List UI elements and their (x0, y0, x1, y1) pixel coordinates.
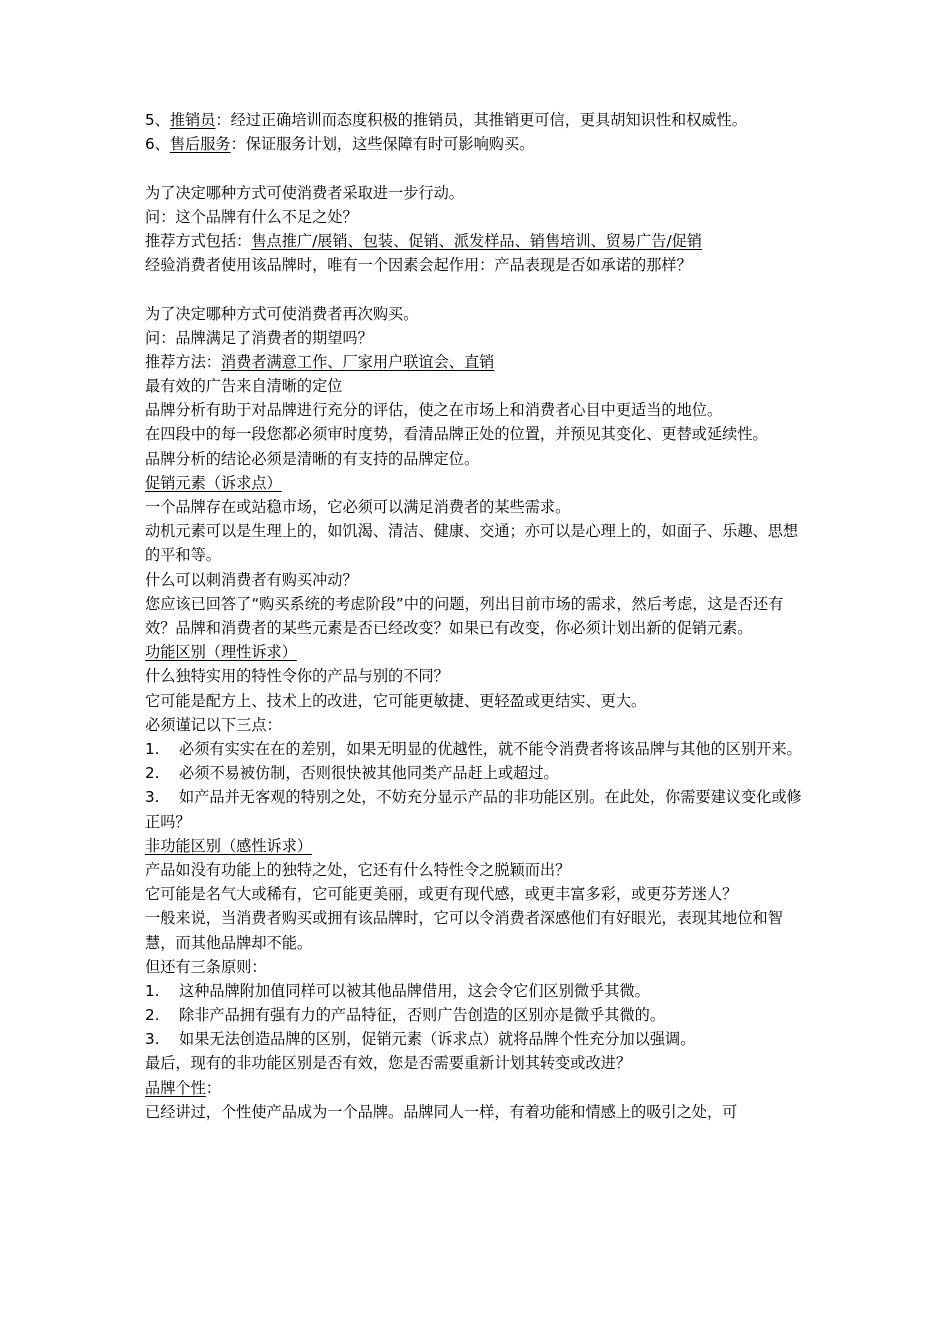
persona-paragraph: 已经讲过，个性使产品成为一个品牌。品牌同人一样，有着功能和情感上的吸引之处，可 (145, 1102, 738, 1121)
section-heading: 促销元素（诉求点） (145, 473, 282, 492)
positioning-paragraph: 在四段中的每一段您都必须审时度势，看清品牌正处的位置，并预见其变化、更替或延续性。 (145, 425, 768, 444)
positioning-paragraph: 品牌分析有助于对品牌进行充分的评估，使之在市场上和消费者心目中更适当的地位。 (145, 401, 723, 420)
promo-paragraph: 一个品牌存在或站稳市场，它必须可以满足消费者的某些需求。 (145, 498, 571, 517)
list-number: 2. (145, 1006, 160, 1025)
promo-paragraph: 您应该已回答了“购买系统的考虑阶段”中的问题，列出目前市场的需求，然后考虑，这是否还有效？品牌和消费者的某些元素是否已经改变？如果已有改变，你必须计划出新的促销元素。 (145, 594, 784, 637)
item-number: 6、 (145, 135, 170, 154)
persona-heading (145, 1076, 812, 1100)
paragraph-text: ：经过正确培训而态度积极的推销员，其推销更可信，更具胡知识性和权威性。 (215, 111, 747, 129)
list-item (145, 1027, 812, 1051)
list-text: 这种品牌附加值同样可以被其他品牌借用，这会令它们区别微乎其微。 (179, 981, 650, 1000)
recommend-items: 售点推广/展销、包装、促销、派发样品、销售培训、贸易广告/促销 (251, 231, 702, 250)
section-further-action-note: 经验消费者使用该品牌时，唯有一个因素会起作用：产品表现是否如承诺的那样？ (145, 256, 692, 275)
list-text: 如产品并无客观的特别之处，不妨充分显示产品的非功能区别。在此处，你需要建议变化或修正吗？ (145, 788, 802, 831)
paragraph-text: ：保证服务计划，这些保障有时可影响购买。 (230, 135, 535, 154)
list-text: 必须有实实在在的差别，如果无明显的优越性，就不能令消费者将该品牌与其他的区别开来。 (179, 739, 802, 758)
list-number: 2. (145, 764, 160, 783)
section-heading: 功能区别（理性诉求） (145, 643, 297, 662)
paragraph-after-sales (145, 132, 812, 156)
nonfunctional-paragraph: 它可能是名气大或稀有，它可能更美丽，或更有现代感，或更丰富多彩，或更芬芳迷人？ (145, 885, 738, 904)
term-after-sales: 售后服务 (169, 135, 231, 154)
positioning-paragraph: 品牌分析的结论必须是清晰的有支持的品牌定位。 (145, 449, 480, 468)
document-page (145, 108, 812, 1124)
nonfunctional-paragraph: 一般来说，当消费者购买或拥有该品牌时，它可以令消费者深感他们有好眼光，表现其地位和智慧，而其他品牌却不能。 (145, 909, 783, 952)
section-repurchase-recommend (145, 350, 812, 374)
paragraph-salesperson (145, 108, 812, 132)
list-text: 如果无法创造品牌的区别，促销元素（诉求点）就将品牌个性充分加以强调。 (179, 1030, 696, 1049)
section-further-action-intro: 为了决定哪种方式可使消费者采取进一步行动。 (145, 183, 464, 202)
blank-line (145, 156, 812, 180)
term-salesperson: 推销员 (169, 111, 216, 129)
nonfunctional-paragraph: 但还有三条原则： (145, 957, 267, 976)
recommend-label: 推荐方法： (145, 352, 221, 371)
recommend-label: 推荐方式包括： (145, 231, 252, 250)
list-number: 3. (145, 1030, 160, 1049)
functional-paragraph: 必须谨记以下三点： (145, 715, 282, 734)
positioning-title: 最有效的广告来自清晰的定位 (145, 377, 343, 396)
promo-paragraph: 什么可以刺消费者有购买冲动？ (145, 570, 358, 589)
section-further-action-question: 问：这个品牌有什么不足之处？ (145, 207, 358, 226)
list-text: 必须不易被仿制，否则很快被其他同类产品赶上或超过。 (179, 764, 559, 783)
list-number: 1. (145, 739, 160, 758)
list-item (145, 979, 812, 1003)
list-item (145, 737, 812, 761)
section-repurchase-intro: 为了决定哪种方式可使消费者再次购买。 (145, 304, 419, 323)
list-item (145, 785, 812, 833)
section-further-action-recommend (145, 229, 812, 253)
functional-paragraph: 什么独特实用的特性令你的产品与别的不同？ (145, 667, 449, 686)
recommend-items: 消费者满意工作、厂家用户联谊会、直销 (220, 352, 495, 371)
functional-heading (145, 640, 812, 664)
nonfunctional-paragraph: 最后，现有的非功能区别是否有效，您是否需要重新计划其转变或改进？ (145, 1054, 631, 1073)
list-item (145, 1003, 812, 1027)
list-item (145, 761, 812, 785)
section-heading: 非功能区别（感性诉求） (145, 836, 313, 855)
item-number: 5、 (145, 111, 170, 129)
heading-colon: ： (205, 1078, 221, 1097)
blank-line (145, 277, 812, 301)
section-heading: 品牌个性 (145, 1078, 206, 1097)
promo-paragraph: 动机元素可以是生理上的，如饥渴、清洁、健康、交通；亦可以是心理上的，如面子、乐趣、思想的平和等。 (145, 522, 799, 565)
nonfunctional-paragraph: 产品如没有功能上的独特之处，它还有什么特性令之脱颖而出？ (145, 860, 571, 879)
functional-paragraph: 它可能是配方上、技术上的改进，它可能更敏捷、更轻盈或更结实、更大。 (145, 691, 647, 710)
list-number: 3. (145, 788, 160, 807)
list-text: 除非产品拥有强有力的产品特征，否则广告创造的区别亦是微乎其微的。 (179, 1006, 665, 1025)
list-number: 1. (145, 981, 160, 1000)
section-repurchase-question: 问：品牌满足了消费者的期望吗？ (145, 328, 373, 347)
promo-heading (145, 471, 812, 495)
nonfunctional-heading (145, 834, 812, 858)
